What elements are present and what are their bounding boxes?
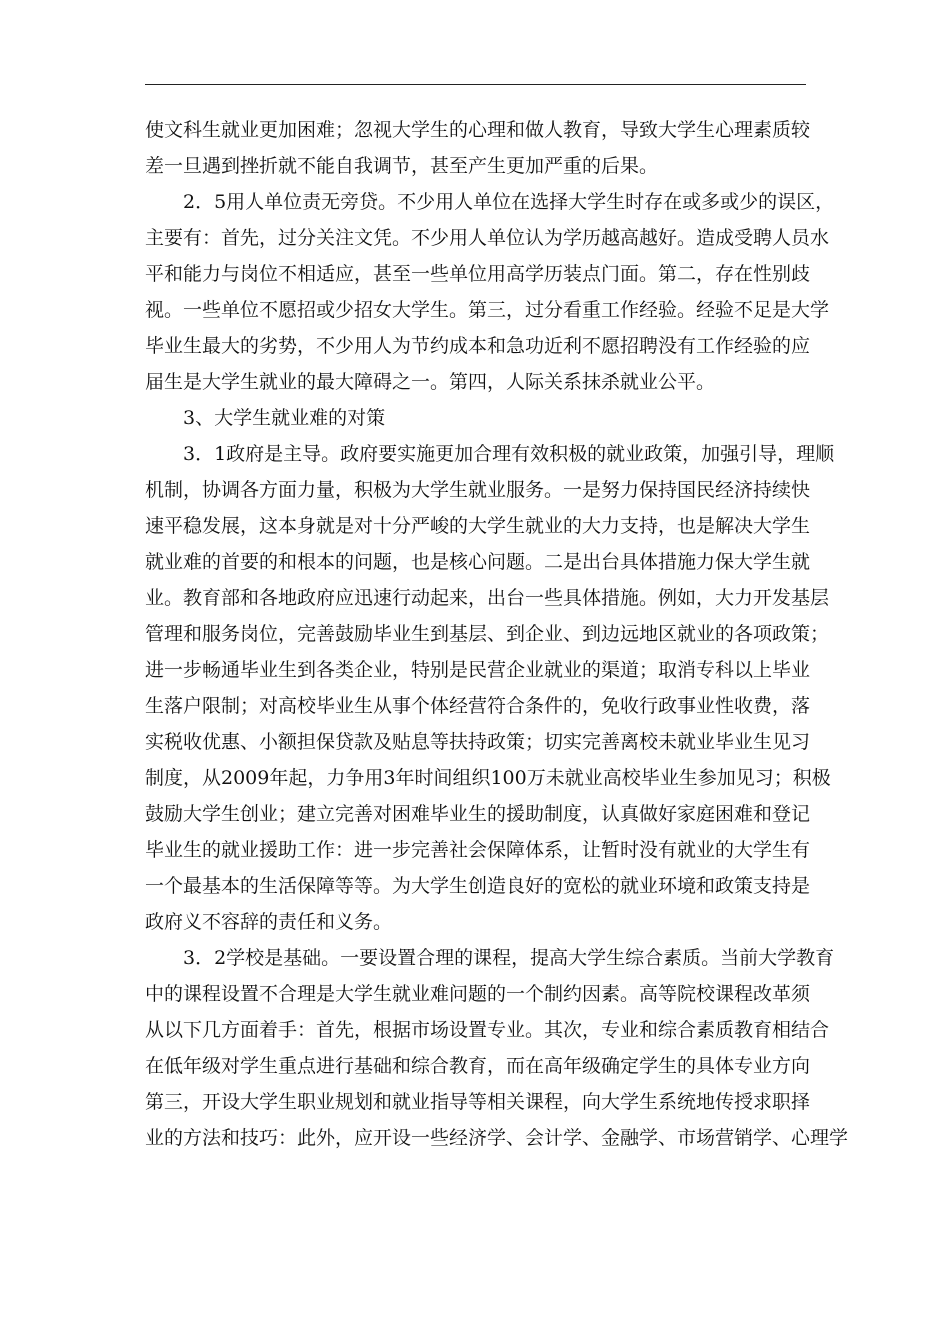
header-rule [145,84,806,85]
text-line: 在低年级对学生重点进行基础和综合教育，而在高年级确定学生的具体专业方向 [145,1055,811,1077]
text-line: 毕业生的就业援助工作：进一步完善社会保障体系，让暂时没有就业的大学生有 [145,839,811,861]
text-line: 第三，开设大学生职业规划和就业指导等相关课程，向大学生系统地传授求职择 [145,1091,811,1113]
text-line: 政府义不容辞的责任和义务。 [145,911,393,933]
text-line: 生落户限制；对高校毕业生从事个体经营符合条件的，免收行政事业性收费，落 [145,695,811,717]
text-line: 业。教育部和各地政府应迅速行动起来，出台一些具体措施。例如，大力开发基层 [145,587,830,609]
text-line: 差一旦遇到挫折就不能自我调节，甚至产生更加严重的后果。 [145,155,659,177]
text-line: 视。一些单位不愿招或少招女大学生。第三，过分看重工作经验。经验不足是大学 [145,299,830,321]
text-line: 毕业生最大的劣势，不少用人为节约成本和急功近利不愿招聘没有工作经验的应 [145,335,811,357]
text-line: 3．1政府是主导。政府要实施更加合理有效积极的就业政策，加强引导，理顺 [183,443,835,465]
text-line: 中的课程设置不合理是大学生就业难问题的一个制约因素。高等院校课程改革须 [145,983,811,1005]
text-line: 实税收优惠、小额担保贷款及贴息等扶持政策；切实完善离校未就业毕业生见习 [145,731,811,753]
text-line: 平和能力与岗位不相适应，甚至一些单位用高学历装点门面。第二，存在性别歧 [145,263,811,285]
section-heading: 3、大学生就业难的对策 [183,407,386,429]
text-line: 届生是大学生就业的最大障碍之一。第四，人际关系抹杀就业公平。 [145,371,716,393]
text-line: 机制，协调各方面力量，积极为大学生就业服务。一是努力保持国民经济持续快 [145,479,811,501]
text-line: 3．2学校是基础。一要设置合理的课程，提高大学生综合素质。当前大学教育 [183,947,835,969]
text-line: 使文科生就业更加困难；忽视大学生的心理和做人教育，导致大学生心理素质较 [145,119,811,141]
text-line: 主要有：首先，过分关注文凭。不少用人单位认为学历越高越好。造成受聘人员水 [145,227,830,249]
text-line: 2．5用人单位责无旁贷。不少用人单位在选择大学生时存在或多或少的误区， [183,191,835,213]
text-line: 制度，从2009年起，力争用3年时间组织100万未就业高校毕业生参加见习；积极 [145,767,831,789]
text-line: 管理和服务岗位，完善鼓励毕业生到基层、到企业、到边远地区就业的各项政策； [145,623,830,645]
text-line: 一个最基本的生活保障等等。为大学生创造良好的宽松的就业环境和政策支持是 [145,875,811,897]
text-line: 就业难的首要的和根本的问题，也是核心问题。二是出台具体措施力保大学生就 [145,551,811,573]
text-line: 鼓励大学生创业；建立完善对困难毕业生的援助制度，认真做好家庭困难和登记 [145,803,811,825]
text-line: 进一步畅通毕业生到各类企业，特别是民营企业就业的渠道；取消专科以上毕业 [145,659,811,681]
text-line: 业的方法和技巧：此外，应开设一些经济学、会计学、金融学、市场营销学、心理学 [145,1127,849,1149]
body-text [145,112,849,1156]
text-line: 从以下几方面着手：首先，根据市场设置专业。其次，专业和综合素质教育相结合 [145,1019,830,1041]
text-line: 速平稳发展，这本身就是对十分严峻的大学生就业的大力支持，也是解决大学生 [145,515,811,537]
